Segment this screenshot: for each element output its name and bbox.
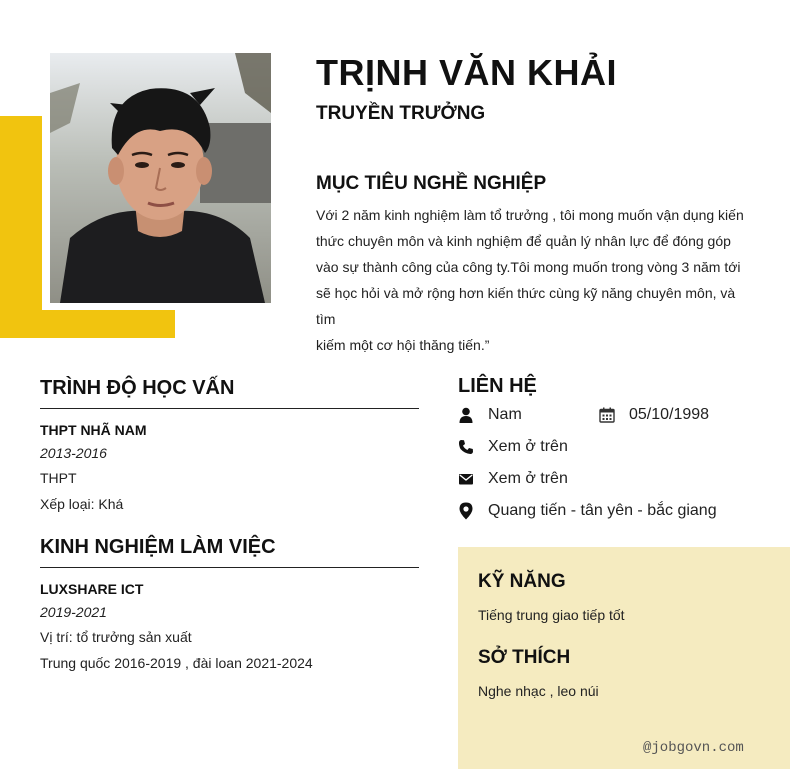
objective-line: sẽ học hỏi và mở rộng hơn kiến thức cùng kỹ năng chuyên môn, và tìm	[316, 285, 736, 327]
contact-address	[458, 502, 717, 520]
hobbies-text: Nghe nhạc , leo núi	[478, 683, 599, 699]
contact-gender-value: Nam	[488, 406, 522, 423]
contact-address-value: Quang tiến - tân yên - bắc giang	[488, 502, 717, 519]
objective-title: MỤC TIÊU NGHỀ NGHIỆP	[316, 173, 547, 194]
candidate-name: TRỊNH VĂN KHẢI	[316, 52, 617, 93]
objective-line: Với 2 năm kinh nghiệm làm tổ trưởng , tôi mong muốn vận dụng kiến	[316, 207, 744, 223]
experience-divider	[40, 567, 419, 568]
profile-photo	[50, 53, 271, 303]
location-pin-icon	[458, 502, 474, 520]
education-grade: Xếp loại: Khá	[40, 496, 124, 512]
experience-period: 2019-2021	[40, 604, 107, 620]
candidate-role: TRUYỀN TRƯỞNG	[316, 103, 486, 124]
contact-phone-value: Xem ở trên	[488, 438, 568, 455]
objective-line: thức chuyên môn và kinh nghiệm để quản lý nhân lực để đóng góp	[316, 233, 731, 249]
contact-birthday	[599, 406, 709, 424]
contact-phone	[458, 438, 568, 456]
phone-icon	[458, 439, 474, 455]
contact-gender	[458, 406, 522, 424]
hobbies-title: SỞ THÍCH	[478, 647, 571, 668]
profile-photo-illustration	[50, 53, 271, 303]
contact-title: LIÊN HỆ	[458, 375, 537, 397]
objective-text	[316, 202, 756, 358]
contact-birthday-value: 05/10/1998	[629, 406, 710, 423]
contact-email-value: Xem ở trên	[488, 470, 568, 487]
experience-company: LUXSHARE ICT	[40, 581, 144, 597]
education-title: TRÌNH ĐỘ HỌC VẤN	[40, 377, 235, 399]
calendar-icon	[599, 407, 615, 423]
experience-title: KINH NGHIỆM LÀM VIỆC	[40, 536, 276, 558]
objective-line: kiếm một cơ hội thăng tiến.”	[316, 337, 490, 353]
skills-text: Tiếng trung giao tiếp tốt	[478, 607, 625, 623]
education-school: THPT NHÃ NAM	[40, 422, 147, 438]
experience-location: Trung quốc 2016-2019 , đài loan 2021-2024	[40, 655, 313, 671]
objective-line: vào sự thành công của công ty.Tôi mong muốn trong vòng 3 năm tới	[316, 259, 741, 275]
watermark: @jobgovn.com	[643, 740, 744, 756]
mail-icon	[458, 471, 474, 487]
education-divider	[40, 408, 419, 409]
experience-position: Vị trí: tổ trưởng sản xuất	[40, 629, 192, 645]
education-period: 2013-2016	[40, 445, 107, 461]
skills-title: KỸ NĂNG	[478, 571, 566, 592]
education-degree: THPT	[40, 470, 77, 486]
person-icon	[458, 407, 474, 423]
contact-email	[458, 470, 568, 488]
